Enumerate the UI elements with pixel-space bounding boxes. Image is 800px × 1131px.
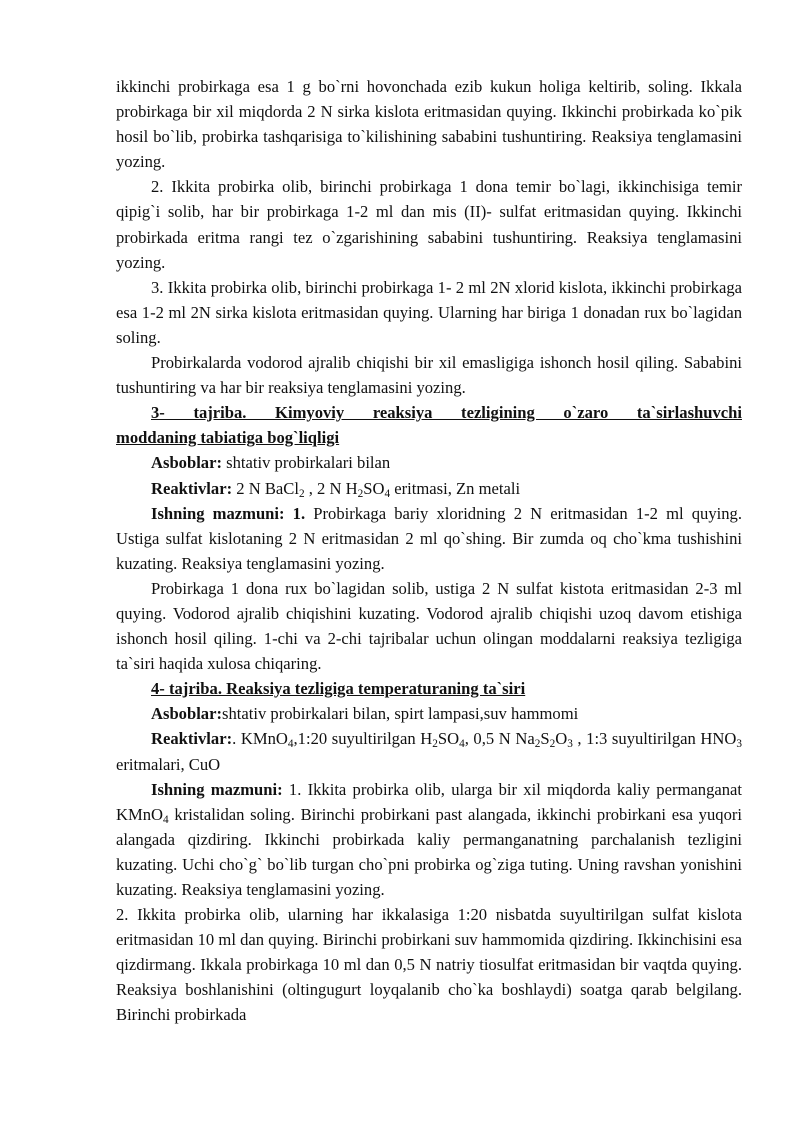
apparatus-label: Asboblar: [151, 704, 222, 724]
subscript: 3 [567, 738, 573, 751]
subscript: 4 [163, 813, 169, 826]
experiment-4-reagents [116, 726, 742, 776]
document-page [116, 74, 742, 1028]
paragraph-2: 2. Ikkita probirka olib, birinchi probirkaga 1 dona temir bo`lagi, ikkinchisiga temir qipig`i solib, har bir probirkaga 1-2 ml dan mis (II)- sulfat eritmasidan quying. Ikkinchi probirkada eritma rangi tez o`zgarishining sababini tushuntiring. Reaksiya tenglamasini yozing. [116, 177, 742, 272]
experiment-4-apparatus [116, 701, 742, 726]
experiment-4-heading [116, 676, 742, 701]
reagent-text: 2 N BaCl [232, 478, 299, 498]
apparatus-text: shtativ probirkalari bilan, spirt lampasi,suv hammomi [222, 704, 579, 724]
reagent-text: S [540, 729, 550, 749]
reagent-text: SO [437, 729, 460, 749]
paragraph-4: Probirkalarda vodorod ajralib chiqishi bir xil emasligiga ishonch hosil qiling. Sababini tushuntiring va har bir reaksiya tenglamasini yozing. [116, 353, 742, 398]
reagent-text: . KMnO [232, 729, 288, 749]
subscript: 4 [287, 738, 294, 751]
paragraph-3: 3. Ikkita probirka olib, birinchi probirkaga 1- 2 ml 2N xlorid kislota, ikkinchi probirkaga esa 1-2 ml 2N sirka kislota eritmasidan quying. Ularning har biriga 1 donadan rux bo`lagidan soling. [116, 277, 742, 347]
procedure-text: 1. Ikkita probirka olib, ularga bir xil miqdorda kaliy permanganat KMnO [116, 779, 742, 824]
subscript: 3 [736, 738, 742, 751]
subscript: 2 [549, 738, 556, 751]
procedure-label: Ishning mazmuni: [151, 779, 283, 799]
reagent-text: , 1:3 suyultirilgan HNO [572, 729, 737, 749]
procedure-label: Ishning mazmuni: 1. [151, 503, 306, 523]
experiment-3-subtitle: moddaning tabiatiga bog`liqligi [116, 428, 340, 448]
experiment-3-reagents [116, 476, 742, 501]
experiment-4-procedure [116, 777, 742, 902]
procedure-text: kristalidan soling. Birinchi probirkani past alangada, ikkinchi probirkani esa yuqori alangada qizdiring. Ikkinchi probirkada kaliy permanganatning parchalanish tezligini kuzating. Uchi cho`g` bo`lib turgan cho`pni probirka og`ziga tuting. Uning ravshan yonishini kuzating. Reaksiya tenglamasini yozing. [116, 804, 742, 899]
paragraph-1: ikkinchi probirkaga esa 1 g bo`rni hovonchada ezib kukun holiga keltirib, soling. Ikkala probirkaga bir xil miqdorda 2 N sirka kislota eritmasidan quying. Ikkinchi probirkada ko`pik hosil bo`lib, probirka tashqarisiga to`kilishining sababini tushuntiring. Reaksiya tenglamasini yozing. [116, 77, 742, 172]
reagent-text: eritmalari, CuO [116, 754, 221, 774]
experiment-3-procedure [116, 501, 742, 576]
reagents-label: Reaktivlar: [151, 478, 233, 498]
subscript: 2 [357, 487, 364, 500]
subscript: 2 [298, 487, 305, 500]
experiment-3-heading-line-1 [116, 400, 742, 425]
procedure-text: Probirkaga bariy xloridning 2 N eritmasidan 1-2 ml quying. Ustiga sulfat kislotaning 2 N eritmasidan 2 ml qo`shing. Bir zumda oq cho`kma tushishini kuzating. Reaksiya tenglamasini yozing. [116, 503, 742, 573]
experiment-4-procedure-2: 2. Ikkita probirka olib, ularning har ikkalasiga 1:20 nisbatda suyultirilgan sulfat kislota eritmasidan 10 ml dan quying. Birinchi probirkani suv hammomida qizdiring. Ikkinchisini esa qizdirmang. Ikkala probirkaga 10 ml dan 0,5 N natriy tiosulfat eritmasidan bir vaqtda quying. Reaksiya boshlanishini (oltingugurt loyqalanib cho`ka boshlaydi) soatga qarab belgilang. Birinchi probirkada [116, 905, 742, 1025]
reagent-text: , 0,5 N Na [464, 729, 535, 749]
subscript: 2 [432, 738, 438, 751]
experiment-3-procedure-2: Probirkaga 1 dona rux bo`lagidan solib, ustiga 2 N sulfat kistota eritmasidan 2-3 ml quying. Vodorod ajralib chiqishini kuzating. Vodorod ajralib chiqishi uzoq davom etishiga ishonch hosil qiling. 1-chi va 2-chi tajribalar uchun olingan moddalarni reaksiya tezligiga ta`siri haqida xulosa chiqaring. [116, 578, 742, 674]
experiment-3-title: 3- tajriba. Kimyoviy reaksiya tezligining o`zaro ta`sirlashuvchi [151, 403, 742, 423]
experiment-4-title: 4- tajriba. Reaksiya tezligiga temperaturaning ta`siri [151, 679, 526, 699]
reagent-text: ,1:20 suyultirilgan H [293, 729, 433, 749]
subscript: 4 [459, 738, 465, 751]
reagent-text: SO [363, 478, 385, 498]
reagent-text: , 2 N H [304, 478, 358, 498]
apparatus-label: Asboblar: [151, 453, 222, 473]
reagent-text: O [555, 729, 568, 749]
subscript: 2 [534, 738, 541, 751]
reagents-label: Reaktivlar: [151, 729, 233, 749]
apparatus-text: shtativ probirkalari bilan [222, 453, 391, 473]
experiment-3-apparatus [116, 450, 742, 475]
subscript: 4 [384, 487, 391, 500]
experiment-3-heading-line-2 [116, 425, 742, 450]
reagent-text: eritmasi, Zn metali [390, 478, 521, 498]
